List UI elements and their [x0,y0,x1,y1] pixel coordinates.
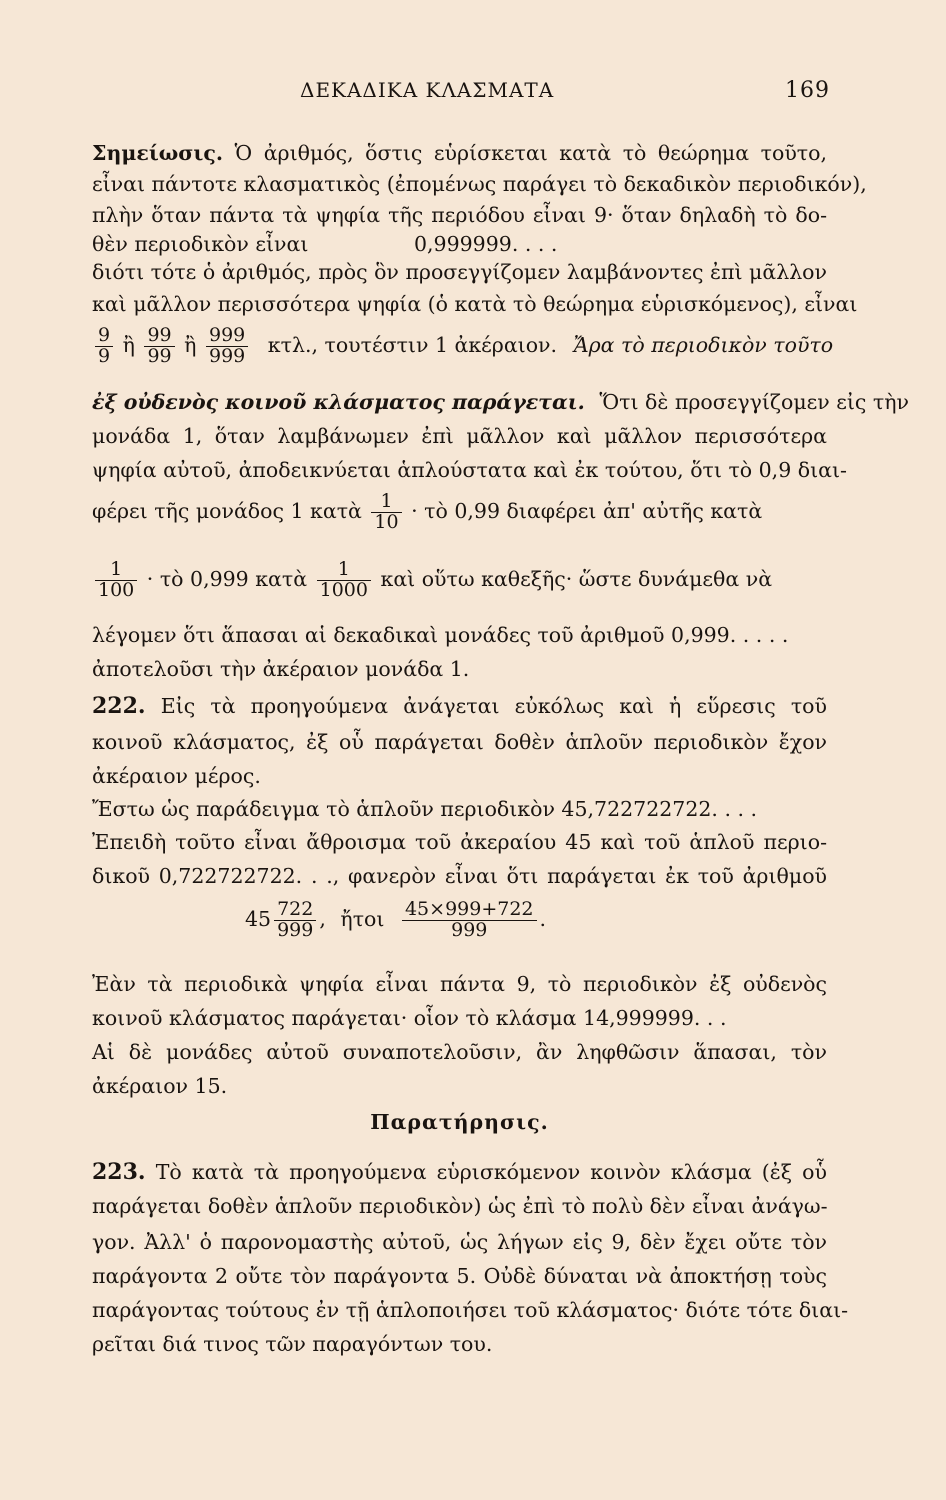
note-line-13: λέγομεν ὅτι ἅπασαι αἱ δεκαδικαὶ μονάδες τοῦ ἀριθμοῦ 0,999. . . . . [92,623,789,647]
note-line-4: θὲν περιοδικὸν εἶναι 0,999999. . . . [92,232,558,256]
note-fraction-line: $\frac{9}{9}$ ἢ $\frac{99}{99}$ ἢ $\frac{999}{999}$ κτλ., τουτέστιν 1 ἀκέραιον. Ἄρα τὸ περιοδικὸν τοῦτο [92,326,827,380]
fraction-9-9: $\frac{9}{9}$ [95,326,113,367]
note-line-9: μονάδα 1, ὅταν λαμβάνωμεν ἐπὶ μᾶλλον καὶ μᾶλλον περισσότερα [92,424,827,448]
s223-line-1: 223. Τὸ κατὰ τὰ προηγούμενα εὑρισκόμενον κοινὸν κλάσμα (ἐξ οὗ [92,1159,827,1185]
s222-line-2: κοινοῦ κλάσματος, ἐξ οὗ παράγεται δοθὲν ἁπλοῦν περιοδικὸν ἔχον [92,730,827,754]
note-line-2: εἶναι πάντοτε κλασματικὸς (ἐπομένως παράγει τὸ δεκαδικὸν περιοδικόν), [92,172,867,196]
fraction-99-99: $\frac{99}{99}$ [144,326,174,367]
s223-line-6: ρεῖται διά τινος τῶν παραγόντων του. [92,1332,493,1356]
s222-line-4: Ἔστω ὡς παράδειγμα τὸ ἁπλοῦν περιοδικὸν 45,722722722. . . . [92,797,758,821]
fraction-999-999: $\frac{999}{999}$ [206,326,248,367]
section-heading: Παρατήρησις. [370,1110,549,1134]
s222-line-9: Αἱ δὲ μονάδες αὐτοῦ συναποτελοῦσιν, ἂν ληφθῶσιν ἅπασαι, τὸν [92,1040,827,1064]
note-line-3: πλὴν ὅταν πάντα τὰ ψηφία τῆς περιόδου εἶναι 9· ὅταν δηλαδὴ τὸ δο- [92,203,827,227]
page-number: 169 [785,78,830,103]
fraction-1-100: $\frac{1}{100}$ [95,560,137,601]
s222-equation: 45 $\frac{722}{999}$ , ἤτοι $\frac{45\times 999+722}{999}$ . [245,898,547,941]
s222-line-1: 222. Εἰς τὰ προηγούμενα ἀνάγεται εὐκόλως καὶ ἡ εὕρεσις τοῦ [92,693,827,719]
note-line-10: ψηφία αὐτοῦ, ἀποδεικνύεται ἁπλούστατα καὶ ἐκ τούτου, ὅτι τὸ 0,9 διαι- [92,458,847,482]
s223-line-3: γον. Ἀλλ' ὁ παρονομαστὴς αὐτοῦ, ὡς λήγων εἰς 9, δὲν ἔχει οὔτε τὸν [92,1230,827,1254]
s222-line-6: δικοῦ 0,722722722. . ., φανερὸν εἶναι ὅτι παράγεται ἐκ τοῦ ἀριθμοῦ [92,864,827,888]
note-line-12: $\frac{1}{100}$ · τὸ 0,999 κατὰ $\frac{1}{1000}$ καὶ οὕτω καθεξῆς· ὥστε δυνάμεθα νὰ [92,560,827,612]
note-line-14: ἀποτελοῦσι τὴν ἀκέραιον μονάδα 1. [92,657,470,681]
s222-line-5: Ἐπειδὴ τοῦτο εἶναι ἄθροισμα τοῦ ἀκεραίου 45 καὶ τοῦ ἁπλοῦ περιο- [92,830,827,854]
s222-line-8: κοινοῦ κλάσματος παράγεται· οἷον τὸ κλάσμα 14,999999. . . [92,1006,727,1030]
section-number-222: 222. [92,693,146,719]
note-line-6: καὶ μᾶλλον περισσότερα ψηφία (ὁ κατὰ τὸ θεώρημα εὑρισκόμενος), εἶναι [92,292,858,316]
fraction-1-1000: $\frac{1}{1000}$ [317,560,371,601]
section-number-223: 223. [92,1159,146,1185]
note-line-1: Σημείωσις. Ὁ ἀριθμός, ὅστις εὑρίσκεται κατὰ τὸ θεώρημα τοῦτο, [92,141,827,165]
note-label: Σημείωσις. [92,141,223,165]
fraction-sum-999: $\frac{45\times 999+722}{999}$ [402,900,537,941]
s223-line-4: παράγοντα 2 οὔτε τὸν παράγοντα 5. Οὐδὲ δύναται νὰ ἀποκτήσῃ τοὺς [92,1264,827,1288]
note-line-8: ἐξ οὐδενὸς κοινοῦ κλάσματος παράγεται. Ὅτι δὲ προσεγγίζομεν εἰς τὴν [92,390,909,414]
fraction-722-999: $\frac{722}{999}$ [274,900,316,941]
note-line-11: φέρει τῆς μονάδος 1 κατὰ $\frac{1}{10}$ · τὸ 0,99 διαφέρει ἀπ' αὐτῆς κατὰ [92,490,763,533]
running-title: ΔΕΚΑΔΙΚΑ ΚΛΑΣΜΑΤΑ [300,78,555,102]
fraction-1-10: $\frac{1}{10}$ [371,492,401,533]
note-line-5: διότι τότε ὁ ἀριθμός, πρὸς ὃν προσεγγίζομεν λαμβάνοντες ἐπὶ μᾶλλον [92,260,827,284]
s223-line-2: παράγεται δοθὲν ἁπλοῦν περιοδικὸν) ὡς ἐπὶ τὸ πολὺ δὲν εἶναι ἀνάγω- [92,1194,828,1218]
s222-line-3: ἀκέραιον μέρος. [92,764,261,788]
s222-line-7: Ἐὰν τὰ περιοδικὰ ψηφία εἶναι πάντα 9, τὸ περιοδικὸν ἐξ οὐδενὸς [92,972,827,996]
s222-line-10: ἀκέραιον 15. [92,1074,228,1098]
s223-line-5: παράγοντας τούτους ἐν τῇ ἁπλοποιήσει τοῦ κλάσματος· διότε τότε διαι- [92,1298,849,1322]
